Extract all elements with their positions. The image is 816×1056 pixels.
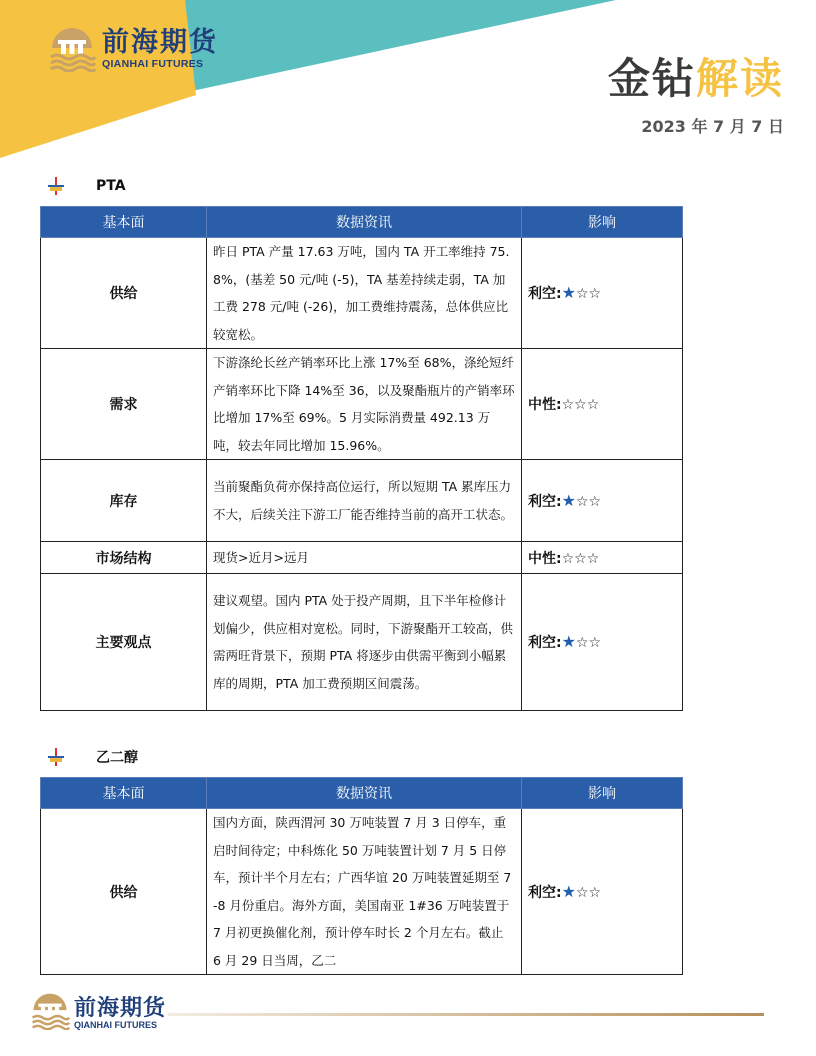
row-info: 当前聚酯负荷亦保持高位运行，所以短期 TA 累库压力不大，后续关注下游工厂能否维持当前的高开工状态。 [207,460,522,542]
table-header-row [41,207,683,238]
impact-label: 利空: [528,493,562,510]
row-info: 国内方面，陕西渭河 30 万吨装置 7 月 3 日停车，重启时间待定；中科炼化 50 万吨装置计划 7 月 5 日停车，预计半个月左右；广西华谊 20 万吨装置延期至 7-8 月份重启。海外方面，美国南亚 1#36 万吨装置于 7 月初更换催化剂，预计停车时长 2 个月左右。截止 6 月 29 日当周，乙二 [207,809,522,975]
header-fundamental: 基本面 [41,778,207,809]
row-category: 市场结构 [41,542,207,574]
header-impact: 影响 [522,207,683,238]
impact-label: 利空: [528,884,562,901]
filled-star-icon: ★ [561,881,576,901]
row-category: 需求 [41,349,207,460]
title-part-1: 金钻 [607,54,696,103]
header-data-info: 数据资讯 [207,778,522,809]
row-impact [522,349,683,460]
section-heading-pta [46,176,126,196]
section-bullet-icon [46,176,66,196]
row-category: 供给 [41,809,207,975]
logo-mark-icon [48,26,96,72]
row-info: 下游涤纶长丝产销率环比上涨 17%至 68%，涤纶短纤产销率环比下降 14%至 36，以及聚酯瓶片的产销率环比增加 17%至 69%。5 月实际消费量 492.13 万吨，较去年同比增加 15.96%。 [207,349,522,460]
filled-star-icon: ★ [561,490,576,510]
row-info: 现货>近月>远月 [207,542,522,574]
empty-star-icon: ☆☆ [575,884,602,901]
table-row [41,349,683,460]
table-row [41,238,683,349]
empty-star-icon: ☆☆☆ [561,550,600,567]
row-category: 供给 [41,238,207,349]
section-heading-meg [46,747,138,767]
footer-logo [74,996,166,1030]
section-title: 乙二醇 [96,750,138,766]
row-impact [522,574,683,711]
footer-divider [168,1013,764,1016]
table-row [41,574,683,711]
logo-chinese-name: 前海期货 [102,27,218,58]
footer-logo-english-name: QIANHAI FUTURES [74,1020,157,1030]
footer-logo-chinese-name: 前海期货 [74,995,167,1021]
pta-fundamentals-table [40,206,683,711]
row-category: 主要观点 [41,574,207,711]
row-impact [522,542,683,574]
row-impact [522,238,683,349]
table-header-row [41,778,683,809]
report-date: 2023 年 7 月 7 日 [641,117,784,136]
impact-label: 中性: [528,397,562,413]
meg-fundamentals-table [40,777,683,975]
report-title [608,46,784,106]
footer-logo-mark-icon [30,992,70,1030]
empty-star-icon: ☆☆☆ [561,397,600,413]
title-part-2: 解读 [695,54,784,103]
row-category: 库存 [41,460,207,542]
row-info: 建议观望。国内 PTA 处于投产周期，且下半年检修计划偏少，供应相对宽松。同时，下游聚酯开工较高，供需两旺背景下，预期 PTA 将逐步由供需平衡到小幅累库的周期，PTA 加工费预期区间震荡。 [207,574,522,711]
filled-star-icon: ★ [561,632,576,651]
filled-star-icon: ★ [561,283,576,302]
impact-label: 利空: [528,635,562,651]
header-impact: 影响 [522,778,683,809]
row-impact [522,460,683,542]
company-logo [48,26,218,72]
table-row [41,460,683,542]
empty-star-icon: ☆☆ [575,493,602,510]
empty-star-icon: ☆☆ [575,286,602,302]
empty-star-icon: ☆☆ [575,635,602,651]
header-fundamental: 基本面 [41,207,207,238]
header-data-info: 数据资讯 [207,207,522,238]
section-title: PTA [96,178,126,194]
impact-label: 中性: [528,550,562,567]
logo-english-name: QIANHAI FUTURES [102,58,204,70]
table-row [41,809,683,975]
row-info: 昨日 PTA 产量 17.63 万吨，国内 TA 开工率维持 75.8%，(基差 50 元/吨 (-5)，TA 基差持续走弱，TA 加工费 278 元/吨 (-26)，加工费维持震荡，总体供应比较宽松。 [207,238,522,349]
table-row [41,542,683,574]
section-bullet-icon [46,747,66,767]
row-impact [522,809,683,975]
impact-label: 利空: [528,286,562,302]
